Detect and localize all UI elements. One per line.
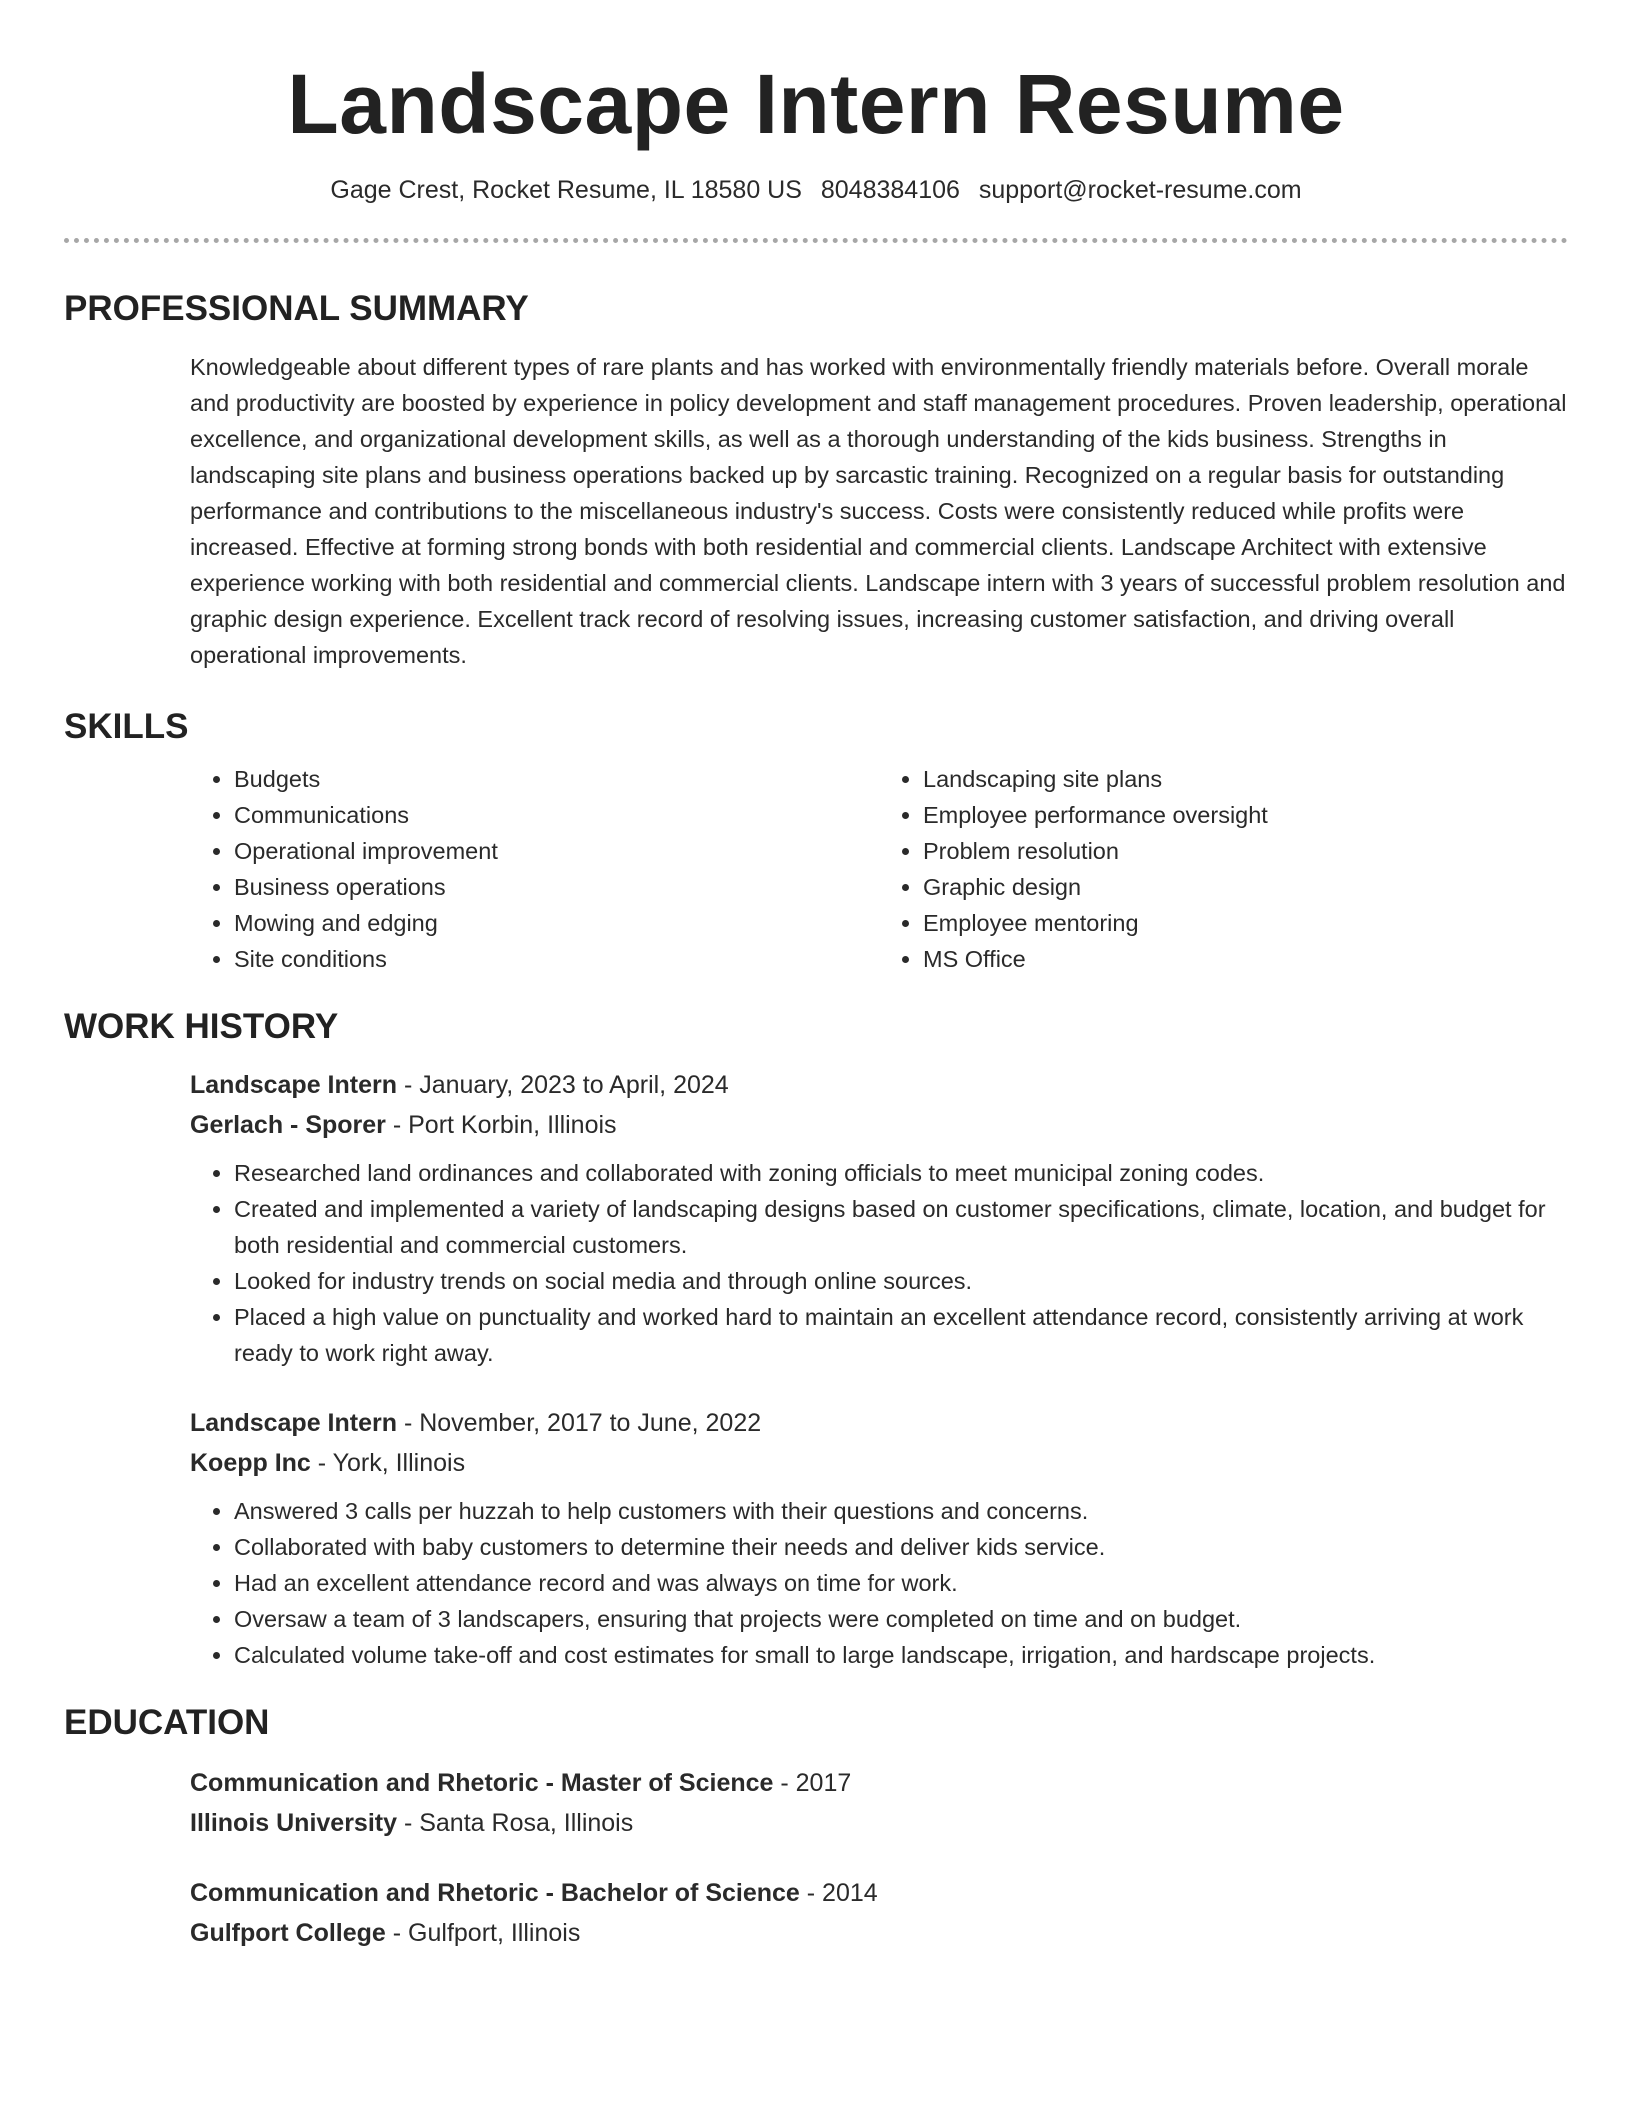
job-bullet: • Researched land ordinances and collaborated with zoning officials to meet municipal zoning codes. [234, 1155, 1568, 1191]
skills-column-right [879, 761, 1568, 977]
job-entry [190, 1403, 1568, 1673]
education-location: - Gulfport, Illinois [385, 1919, 581, 1947]
education-school-line [190, 1913, 1568, 1953]
email: support@rocket-resume.com [978, 176, 1302, 204]
job-title-line [190, 1403, 1568, 1443]
work-section [64, 1007, 1568, 1673]
skills-heading: SKILLS [64, 707, 189, 746]
education-body [190, 1763, 1568, 1953]
skill-item: • Problem resolution [923, 833, 1568, 869]
resume-title: Landscape Intern Resume [287, 57, 1345, 151]
resume-header [64, 0, 1568, 206]
education-location: - Santa Rosa, Illinois [397, 1809, 634, 1837]
education-school-line [190, 1803, 1568, 1843]
job-role: Landscape Intern [190, 1409, 397, 1437]
job-bullet: • Collaborated with baby customers to determine their needs and deliver kids service. [234, 1529, 1568, 1565]
education-heading: EDUCATION [64, 1703, 270, 1742]
contact-line [64, 174, 1568, 206]
job-dates: - January, 2023 to April, 2024 [397, 1071, 729, 1099]
skill-item: • Employee mentoring [923, 905, 1568, 941]
education-entry [190, 1763, 1568, 1843]
skill-item: • Operational improvement [234, 833, 879, 869]
skill-item: • Business operations [234, 869, 879, 905]
job-bullet: • Looked for industry trends on social media and through online sources. [234, 1263, 1568, 1299]
job-location: - York, Illinois [310, 1449, 466, 1477]
job-bullet: • Had an excellent attendance record and was always on time for work. [234, 1565, 1568, 1601]
summary-heading: PROFESSIONAL SUMMARY [64, 289, 529, 328]
skill-item: • Communications [234, 797, 879, 833]
work-body [190, 1065, 1568, 1673]
job-bullet: • Created and implemented a variety of landscaping designs based on customer specifications, climate, location, and budget for both residential and commercial customers. [234, 1191, 1568, 1263]
education-year: - 2017 [773, 1769, 852, 1797]
summary-section [64, 289, 1568, 673]
job-company: Gerlach - Sporer [190, 1111, 386, 1139]
job-bullet: • Answered 3 calls per huzzah to help customers with their questions and concerns. [234, 1493, 1568, 1529]
address: Gage Crest, Rocket Resume, IL 18580 US [330, 176, 802, 204]
skill-item: • Mowing and edging [234, 905, 879, 941]
job-company-line [190, 1443, 1568, 1483]
skills-body [190, 761, 1568, 977]
skill-item: • Site conditions [234, 941, 879, 977]
education-degree: Communication and Rhetoric - Bachelor of Science [190, 1879, 800, 1907]
summary-text: Knowledgeable about different types of rare plants and has worked with environmentally friendly materials before. Overall morale and productivity are boosted by experience in policy development and staff management procedures. Proven leadership, operational excellence, and organizational development skills, as well as a thorough understanding of the kids business. Strengths in landscaping site plans and business operations backed up by sarcastic training. Recognized on a regular basis for outstanding performance and contributions to the miscellaneous industry's success. Costs were consistently reduced while profits were increased. Effective at forming strong bonds with both residential and commercial clients. Landscape Architect with extensive experience working with both residential and commercial clients. Landscape intern with 3 years of successful problem resolution and graphic design experience. Excellent track record of resolving issues, increasing customer satisfaction, and driving overall operational improvements. [190, 354, 1567, 668]
education-entry [190, 1873, 1568, 1953]
education-year: - 2014 [799, 1879, 878, 1907]
skill-item: • Employee performance oversight [923, 797, 1568, 833]
skill-item: • MS Office [923, 941, 1568, 977]
skill-item: • Graphic design [923, 869, 1568, 905]
job-entry [190, 1065, 1568, 1371]
job-dates: - November, 2017 to June, 2022 [397, 1409, 762, 1437]
education-degree-line [190, 1873, 1568, 1913]
job-location: - Port Korbin, Illinois [385, 1111, 617, 1139]
job-bullets [190, 1155, 1568, 1371]
education-section [64, 1703, 1568, 1953]
education-school: Illinois University [190, 1809, 398, 1837]
skill-item: • Budgets [234, 761, 879, 797]
job-company-line [190, 1105, 1568, 1145]
education-school: Gulfport College [190, 1919, 386, 1947]
job-title-line [190, 1065, 1568, 1105]
job-role: Landscape Intern [190, 1071, 397, 1099]
phone: 8048384106 [820, 176, 960, 204]
education-degree-line [190, 1763, 1568, 1803]
job-bullet: • Calculated volume take-off and cost estimates for small to large landscape, irrigation, and hardscape projects. [234, 1637, 1568, 1673]
header-divider [64, 238, 1568, 243]
skills-section [64, 707, 1568, 977]
skills-column-left [190, 761, 879, 977]
job-bullet: • Placed a high value on punctuality and worked hard to maintain an excellent attendance record, consistently arriving at work ready to work right away. [234, 1299, 1568, 1371]
job-bullets [190, 1493, 1568, 1673]
work-heading: WORK HISTORY [64, 1007, 339, 1046]
skills-grid [190, 761, 1568, 977]
summary-body [190, 349, 1568, 673]
education-degree: Communication and Rhetoric - Master of Science [190, 1769, 774, 1797]
job-bullet: • Oversaw a team of 3 landscapers, ensuring that projects were completed on time and on budget. [234, 1601, 1568, 1637]
skill-item: • Landscaping site plans [923, 761, 1568, 797]
job-company: Koepp Inc [190, 1449, 311, 1477]
